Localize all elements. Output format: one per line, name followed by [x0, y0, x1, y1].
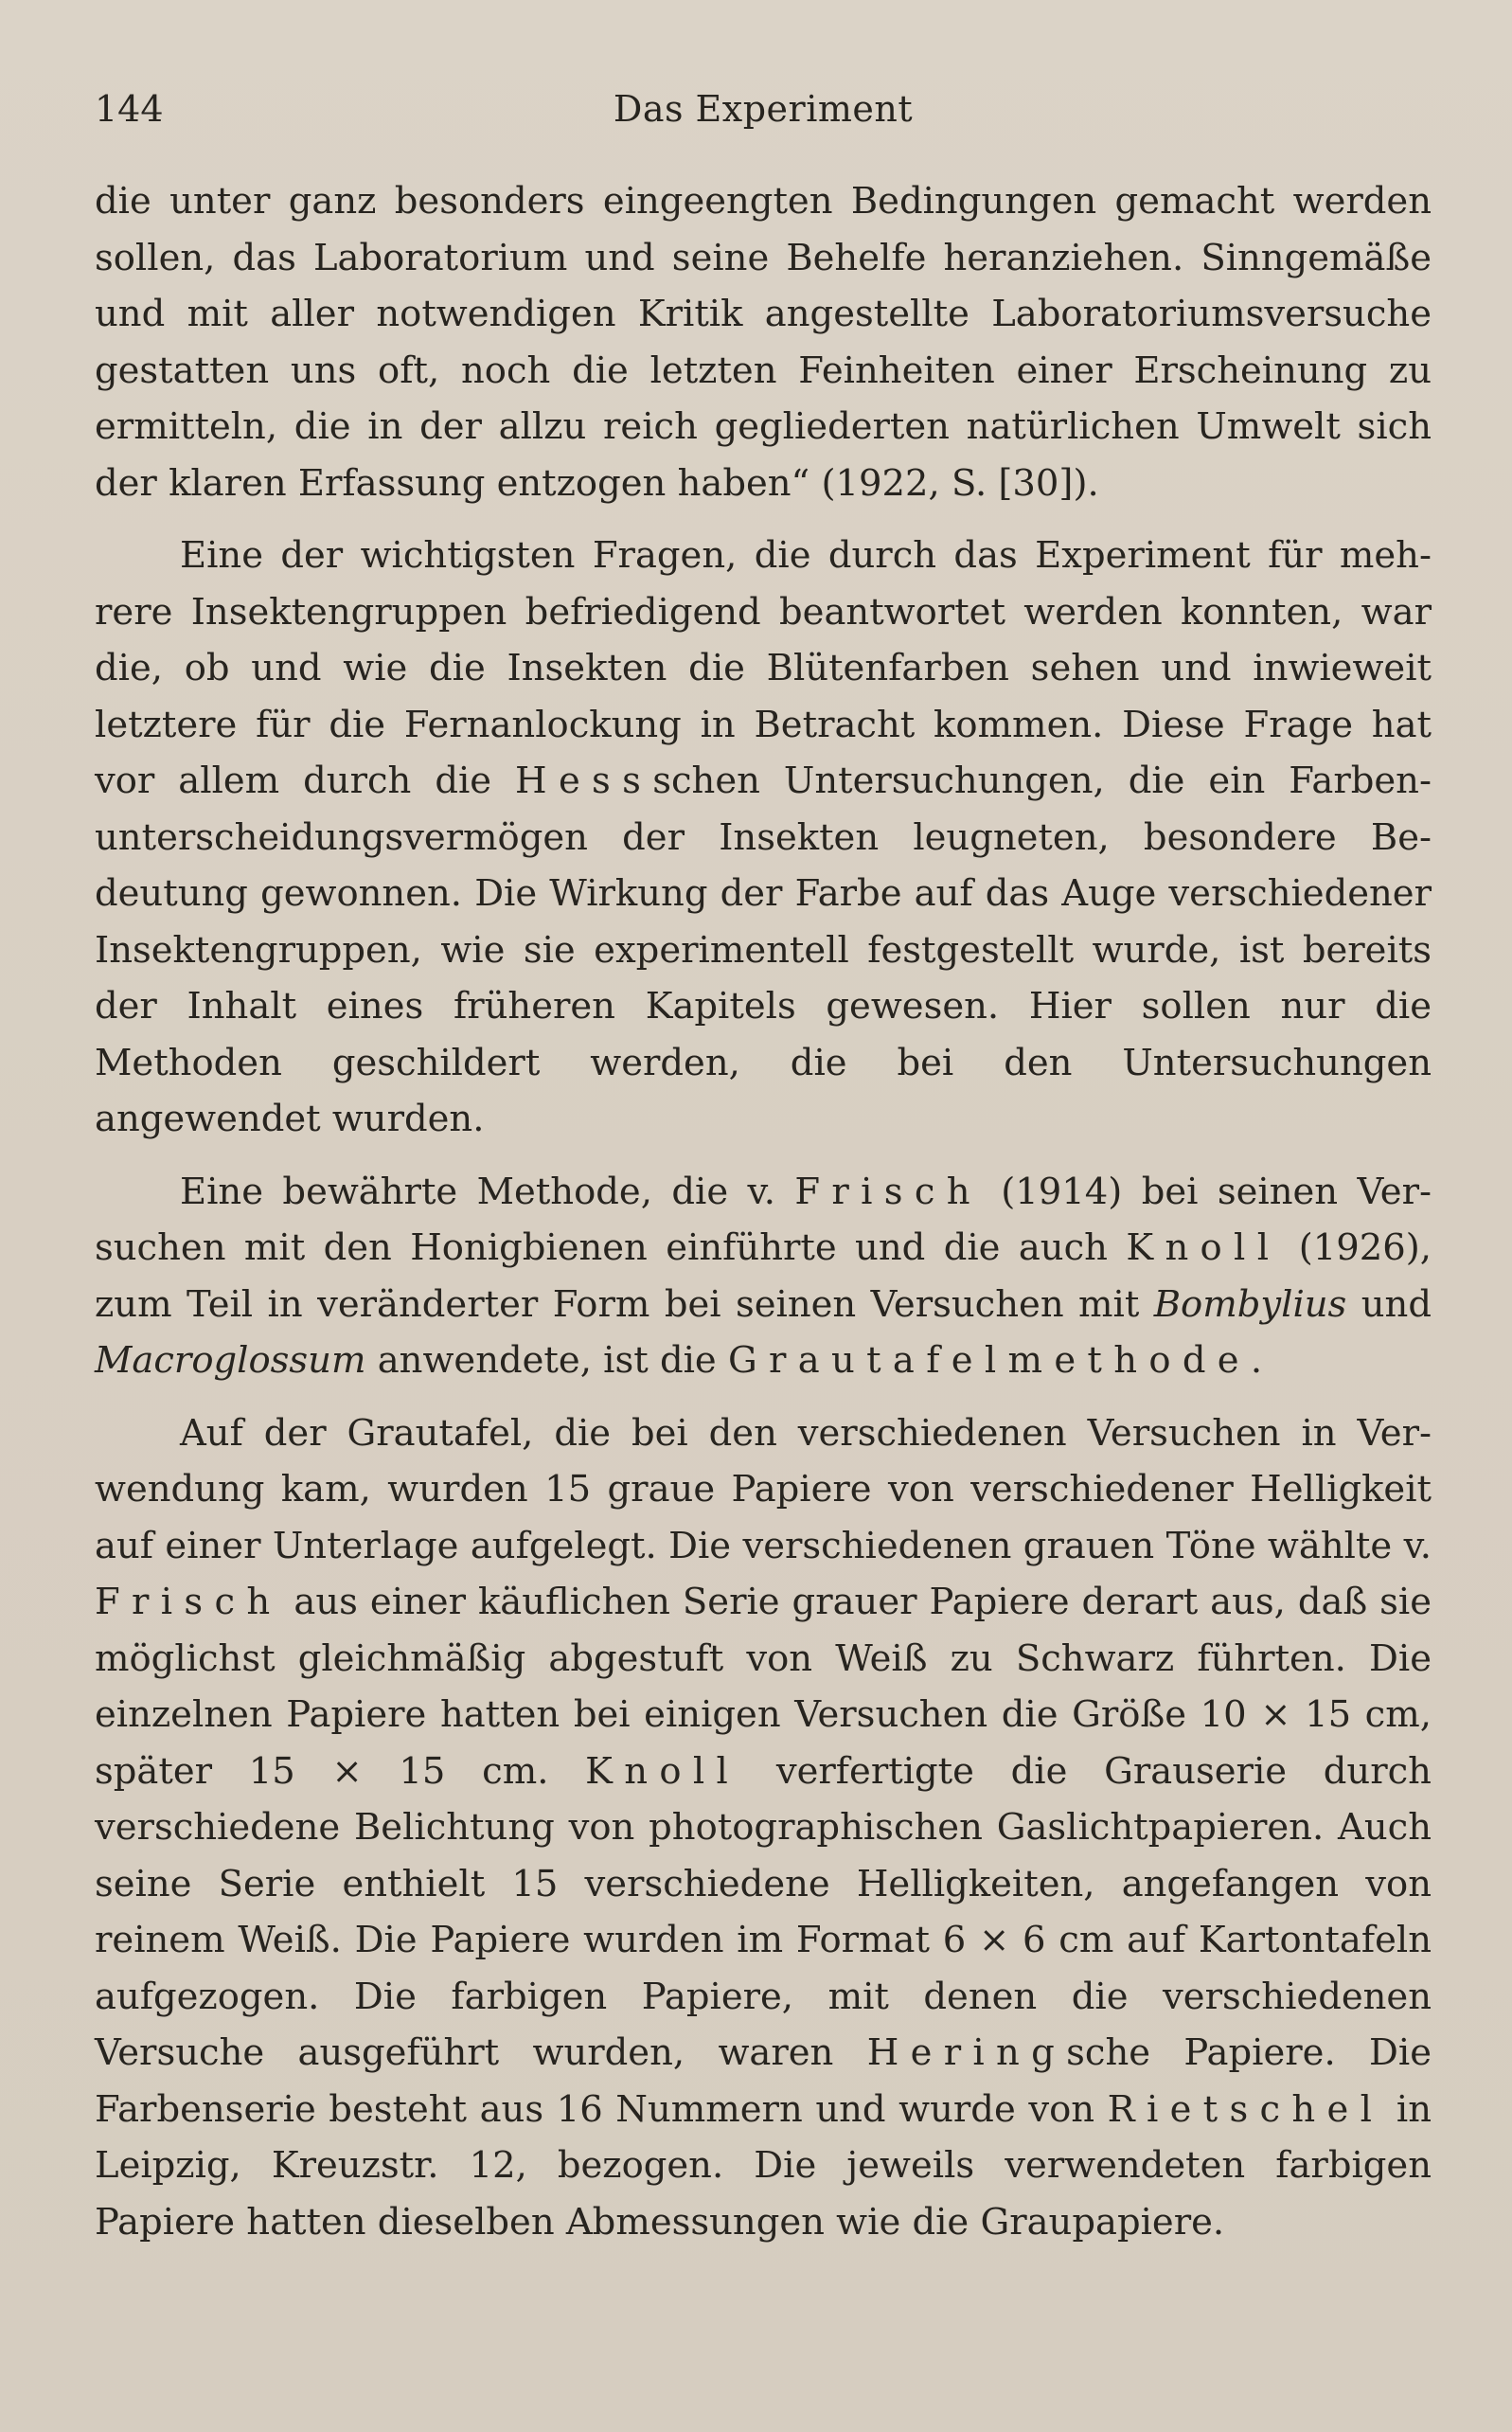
- author-name-spaced: Frisch: [794, 1170, 982, 1213]
- genus-name-italic: Bombylius: [1153, 1282, 1347, 1326]
- method-name-spaced: Grautafelmethode: [727, 1339, 1251, 1382]
- paragraph-text: die unter ganz besonders eingeengten Bedingungen gemacht werden sollen, das Laboratorium und seine Behelfe heranziehen. Sinngemäße und mit aller notwendigen Kritik angestellte Laboratoriumsversuche gestatten uns oft, noch die letzten Feinheiten einer Erscheinung zu ermitteln, die in der allzu reich gegliederten natürlichen Umwelt sich der klaren Erfassung entzogen haben“ (1922, S. [30]).: [95, 180, 1432, 505]
- paragraph-1: [95, 173, 1432, 511]
- author-name-spaced: Frisch: [95, 1581, 282, 1623]
- paragraph-3: [95, 1164, 1432, 1389]
- paragraph-text: .: [1250, 1339, 1263, 1382]
- paragraph-text: in Leipzig, Kreuzstr. 12, bezogen. Die jeweils verwendeten farbigen Papiere hatten dieselben Abmessungen wie die Graupapiere.: [95, 2087, 1432, 2244]
- paragraph-text: Auf der Grautafel, die bei den verschiedenen Versuchen in Verwendung kam, wurden 15 graue Papiere von verschiedener Helligkeit auf einer Unterlage aufgelegt. Die verschiedenen grauen Töne wählte v.: [95, 1411, 1432, 1567]
- paragraph-text: verfertigte die Grauserie durch verschiedene Belichtung von photographischen Gaslichtpapieren. Auch seine Serie enthielt 15 verschiedene Helligkeiten, angefangen von reinem Weiß. Die Papiere wurden im Format 6 × 6 cm auf Kartontafeln aufgezogen. Die farbigen Papiere, mit denen die verschiedenen Versuche ausgeführt wurden, waren: [95, 1749, 1432, 2074]
- paragraph-text: Eine der wichtigsten Fragen, die durch das Experiment für mehrere Insektengruppen befriedigend beantwortet werden konnten, war die, ob und wie die Insekten die Blütenfarben sehen und inwieweit letztere für die Fernanlockung in Betracht kommen. Diese Frage hat vor allem durch die: [95, 534, 1432, 802]
- supplier-name-spaced: Rietschel: [1107, 2087, 1384, 2131]
- paragraph-4: [95, 1405, 1432, 2251]
- paragraph-text: sche Papiere. Die Farbenserie besteht aus 16 Nummern und wurde von: [95, 2031, 1432, 2131]
- page-number: 144: [95, 88, 164, 130]
- running-title: Das Experiment: [613, 88, 914, 130]
- author-name-spaced: Hering: [866, 2031, 1067, 2074]
- paragraph-text: (1926), zum Teil in veränderter Form bei seinen Versuchen mit: [95, 1226, 1432, 1326]
- author-name-spaced: Knoll: [1126, 1226, 1281, 1269]
- body-text: [95, 173, 1432, 2266]
- paragraph-text: Eine bewährte Methode, die v.: [180, 1170, 795, 1213]
- author-name-spaced: Knoll: [585, 1749, 740, 1793]
- paragraph-text: und: [1346, 1282, 1432, 1326]
- paragraph-2: [95, 528, 1432, 1148]
- genus-name-italic: Macroglossum: [95, 1339, 366, 1382]
- paragraph-text: anwendete, ist die: [365, 1339, 728, 1382]
- paragraph-text: aus einer käuflichen Serie grauer Papiere derart aus, daß sie möglichst gleichmäßig abgestuft von Weiß zu Schwarz führten. Die einzelnen Papiere hatten bei einigen Versuchen die Größe 10 × 15 cm, später 15 × 15 cm.: [95, 1581, 1432, 1793]
- running-head: [95, 85, 1432, 133]
- paragraph-text: schen Untersuchungen, die ein Farbenunterscheidungsvermögen der Insekten leugneten, besondere Bedeutung gewonnen. Die Wirkung der Farbe auf das Auge verschiedener Insektengruppen, wie sie experimentell festgestellt wurde, ist bereits der Inhalt eines früheren Kapitels gewesen. Hier sollen nur die Methoden geschildert werden, die bei den Untersuchungen angewendet wurden.: [95, 760, 1432, 1140]
- author-name-spaced: Hess: [515, 760, 653, 802]
- paragraph-text: (1914) bei seinen Versuchen mit den Honigbienen einführte und die auch: [95, 1170, 1432, 1269]
